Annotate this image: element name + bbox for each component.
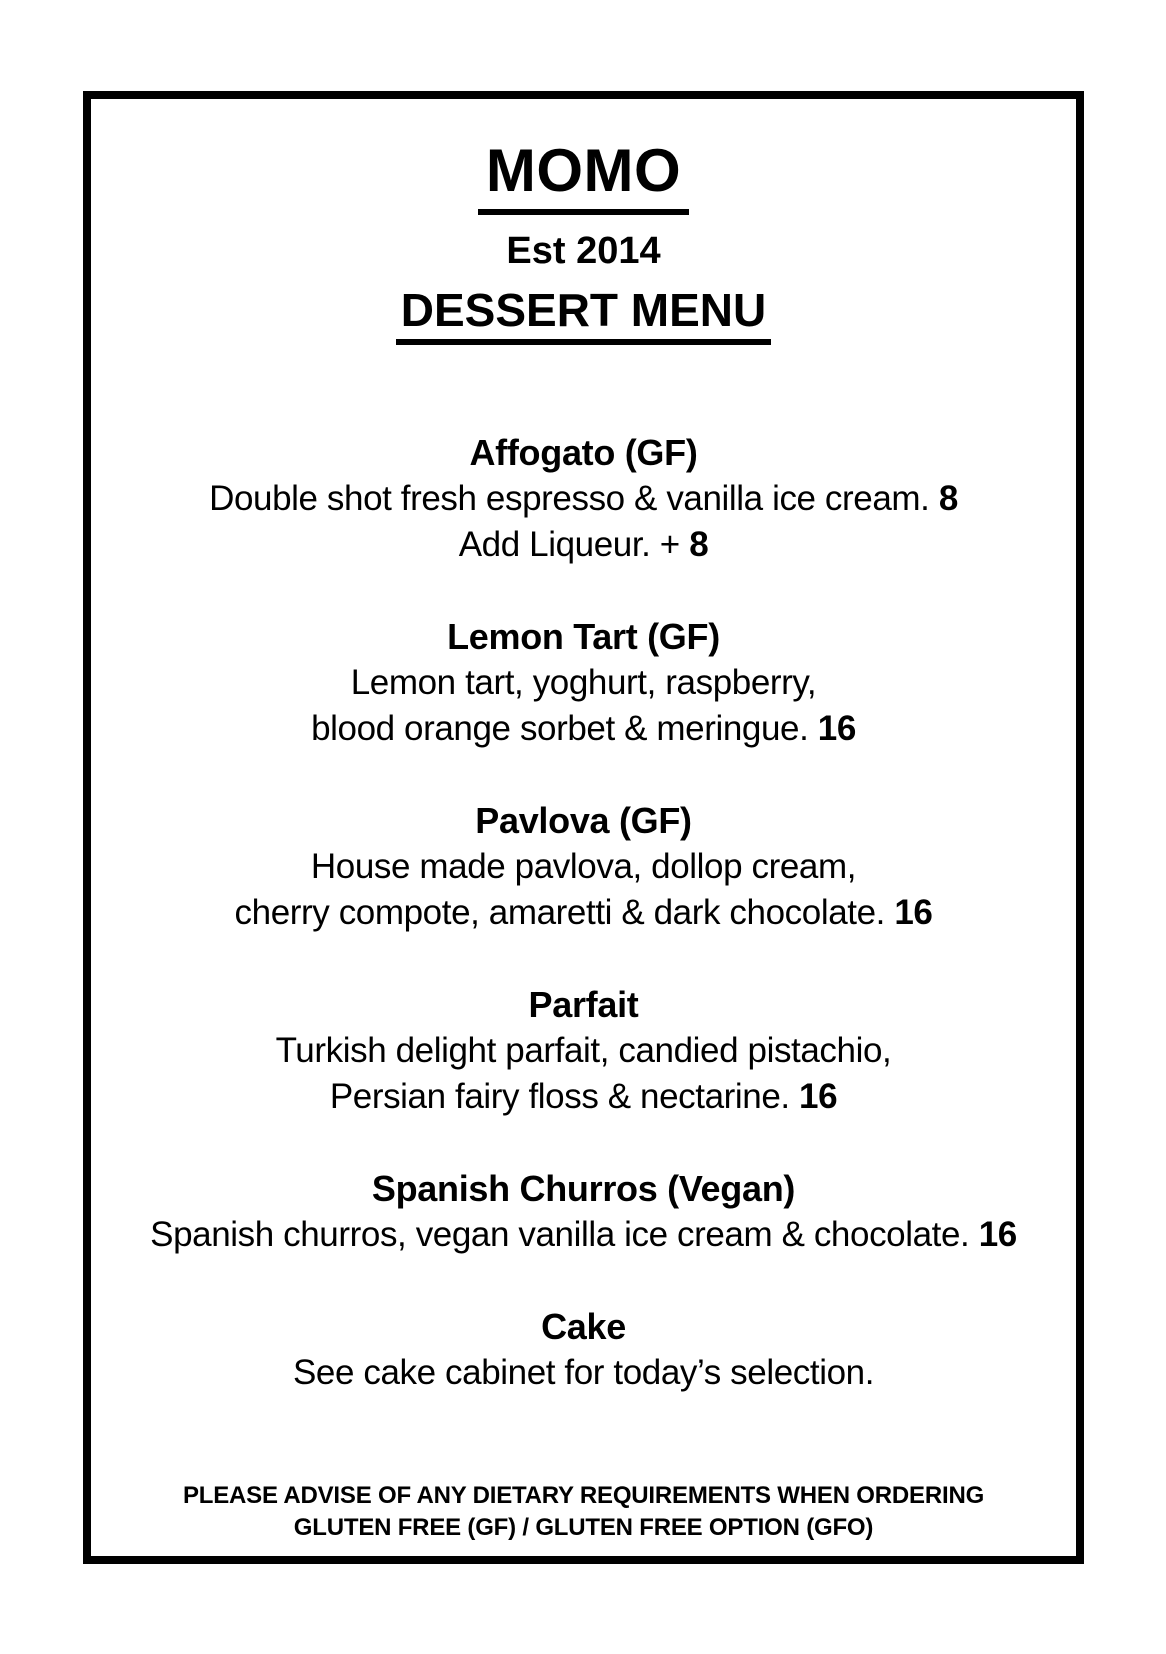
restaurant-title-row: [91, 135, 1076, 215]
item-description-text: See cake cabinet for today’s selection.: [292, 1353, 875, 1392]
item-price: 8: [938, 479, 958, 518]
item-price: 16: [894, 893, 933, 932]
item-description-text: Persian fairy floss & nectarine.: [329, 1077, 790, 1116]
item-name: Parfait: [528, 984, 639, 1025]
item-description-line: [91, 476, 1076, 522]
item-description-text: Add Liqueur. +: [458, 525, 680, 564]
item-price: 16: [817, 709, 856, 748]
item-description-text: Spanish churros, vegan vanilla ice cream & chocolate.: [150, 1215, 970, 1254]
item-price: 8: [689, 525, 709, 564]
dietary-notes: [91, 1480, 1076, 1544]
menu-item-cake: [91, 1304, 1076, 1396]
menu-item-parfait: [91, 982, 1076, 1120]
item-name: Spanish Churros (Vegan): [371, 1168, 796, 1209]
item-description-text: blood orange sorbet & meringue.: [311, 709, 809, 748]
established-year: Est 2014: [506, 230, 661, 272]
menu-item-pavlova: [91, 798, 1076, 936]
item-description-text: Turkish delight parfait, candied pistachio,: [275, 1031, 892, 1070]
item-description-line: [91, 1074, 1076, 1120]
item-description-line: [91, 844, 1076, 890]
item-price: 16: [799, 1077, 838, 1116]
item-description-text: House made pavlova, dollop cream,: [310, 847, 857, 886]
restaurant-title: MOMO: [478, 135, 689, 215]
gluten-free-note-line: GLUTEN FREE (GF) / GLUTEN FREE OPTION (GFO): [293, 1514, 874, 1541]
item-price: 16: [978, 1215, 1017, 1254]
menu-header: [91, 99, 1076, 345]
item-description-line: [91, 1350, 1076, 1396]
menu-title: DESSERT MENU: [396, 283, 771, 345]
dietary-note-line: PLEASE ADVISE OF ANY DIETARY REQUIREMENTS WHEN ORDERING: [182, 1482, 985, 1509]
item-description-line: [91, 660, 1076, 706]
item-description-line: [91, 522, 1076, 568]
item-name: Affogato (GF): [469, 432, 698, 473]
menu-title-row: [91, 275, 1076, 345]
item-description-text: Lemon tart, yoghurt, raspberry,: [350, 663, 817, 702]
item-description-text: Double shot fresh espresso & vanilla ice cream.: [209, 479, 930, 518]
item-description-line: [91, 1028, 1076, 1074]
menu-item-lemon-tart: [91, 614, 1076, 752]
menu-item-spanish-churros: [91, 1166, 1076, 1258]
item-description-text: cherry compote, amaretti & dark chocolate.: [234, 893, 885, 932]
menu-item-affogato: [91, 430, 1076, 568]
item-name: Cake: [541, 1306, 626, 1347]
menu-items: [91, 430, 1076, 1396]
menu-border-frame: [83, 91, 1084, 1564]
item-name: Lemon Tart (GF): [447, 616, 720, 657]
item-name: Pavlova (GF): [475, 800, 692, 841]
item-description-line: [91, 706, 1076, 752]
item-description-line: [91, 890, 1076, 936]
item-description-line: [91, 1212, 1076, 1258]
